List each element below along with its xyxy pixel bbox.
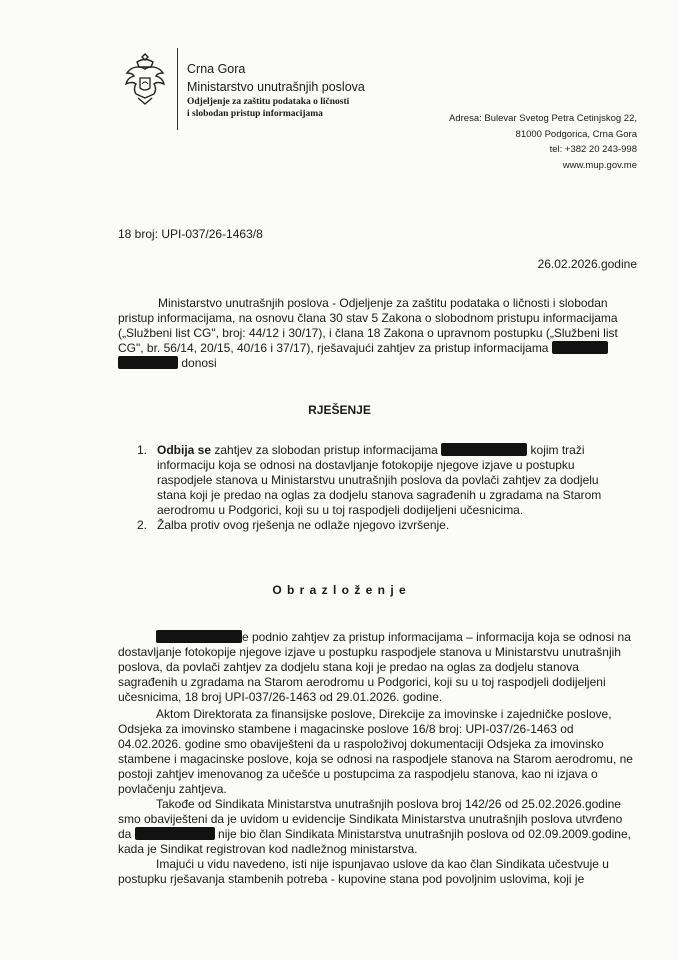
item-line: informaciju koja se odnosi na dostavljanje fotokopije njegove izjave u postupku [157, 458, 575, 472]
ministry-name: Ministarstvo unutrašnjih poslova [187, 80, 365, 94]
paragraph-line: sagrađenih u zgradama na Starom aerodromu u Podgorici, koji su u toj raspodjeli dodijeljeni [118, 675, 606, 689]
intro-line: pristup informacijama, na osnovu člana 30 stav 5 Zakona o slobodnom pristupu informacijama [118, 311, 618, 325]
paragraph-line: Imajući u vidu navedeno, isti nije ispunjavao uslove da kao član Sindikata učestvuje u [156, 857, 609, 871]
redaction [441, 443, 527, 456]
item-line: stana koji je predao na oglas za dodjelu stanova sagrađenih u zgradama na Starom [157, 488, 602, 502]
paragraph-line: 04.02.2026. godine smo obaviješteni da u raspoloživoj dokumentaciji Odsjeka za imovinsko [118, 737, 604, 751]
item-text: kojim traži [530, 443, 585, 457]
department-line-2: i slobodan pristup informacijama [187, 109, 323, 119]
decision-list [137, 443, 637, 533]
item-line: Žalba protiv ovog rješenja ne odlaže njegovo izvršenje. [157, 518, 450, 532]
redaction [156, 630, 242, 643]
paragraph-2 [118, 707, 637, 797]
paragraph-line: Aktom Direktorata za finansijske poslove, Direkcije za imovinske i zajedničke poslove, [156, 707, 612, 721]
item-line: raspodjele stanova u Ministarstvu unutrašnjih poslova da povlači zahtjev za dodjelu [157, 473, 599, 487]
paragraph-line: učesnicima, 18 broj UPI-037/26-1463 od 29.01.2026. godine. [118, 690, 443, 704]
item-line [157, 443, 637, 458]
reasoning-title: O b r a z l o ž e n j e [272, 583, 407, 597]
redaction [552, 341, 608, 354]
reference-number: 18 broj: UPI-037/26-1463/8 [118, 227, 263, 241]
decision-item-1 [137, 443, 637, 518]
paragraph-3 [118, 797, 637, 857]
paragraph-line [118, 827, 637, 842]
document-date: 26.02.2026.godine [537, 257, 637, 271]
item-bold: Odbija se [157, 443, 212, 457]
intro-line [118, 341, 637, 356]
paragraph-text: e podnio zahtjev za pristup informacijama – informacija koja se odnosi na [242, 630, 631, 644]
paragraph-line: Takođe od Sindikata Ministarstva unutrašnjih poslova broj 142/26 od 25.02.2026.godine [156, 797, 621, 811]
address-block [449, 111, 637, 173]
item-number: 2. [137, 518, 148, 532]
header-divider [177, 48, 178, 130]
address-line: 81000 Podgorica, Crna Gora [515, 128, 637, 140]
website-line: www.mup.gov.me [562, 159, 637, 171]
decision-item-2 [137, 518, 637, 533]
paragraph-1 [118, 630, 637, 705]
intro-paragraph [118, 296, 637, 371]
intro-line [118, 356, 637, 371]
intro-end: donosi [181, 356, 217, 370]
address-line: Adresa: Bulevar Svetog Petra Cetinjskog 22, [449, 113, 637, 124]
coat-of-arms-icon [120, 50, 170, 106]
paragraph-line: postoji zahtjev imenovanog za učešće u postupcima za raspodjelu stanova, kao ni izjava o [118, 767, 598, 781]
paragraph-text: nije bio član Sindikata Ministarstva unutrašnjih poslova od 02.09.2009.godine, [218, 827, 631, 841]
reasoning-body [118, 630, 637, 887]
paragraph-line: kada je Sindikat registrovan kod nadležnog ministarstva. [118, 842, 418, 856]
redaction [118, 356, 178, 369]
paragraph-line: poslova, da povlači zahtjev za dodjelu stana koji je predao na oglas za dodjelu stanova [118, 660, 579, 674]
paragraph-line: smo obaviješteni da je uvidom u evidencije Sindikata Ministarstva unutrašnjih poslova utvrđeno [118, 812, 623, 826]
paragraph-line: dostavljanje fotokopije njegove izjave u postupku raspodjele stanova u Ministarstvu unutrašnjih [118, 645, 621, 659]
phone-line: tel: +382 20 243-998 [549, 144, 637, 155]
intro-line: Ministarstvo unutrašnjih poslova - Odjeljenje za zaštitu podataka o ličnosti i slobodan [158, 296, 608, 310]
intro-line: („Službeni list CG", broj: 44/12 i 30/17), i člana 18 Zakona o upravnom postupku („Službeni list [118, 326, 618, 340]
paragraph-line [118, 630, 637, 645]
paragraph-line: stambene i magacinske poslove, koja se odnosi na raspodjele stanova na Starom aerodromu, ne [118, 752, 633, 766]
redaction [135, 827, 215, 840]
intro-text: CG", br. 56/14, 20/15, 40/16 i 37/17), rješavajući zahtjev za pristup informacijama [118, 341, 549, 355]
item-number: 1. [137, 443, 148, 457]
country-name: Crna Gora [187, 62, 246, 76]
department-line-1: Odjeljenje za zaštitu podataka o ličnosti [187, 97, 350, 107]
decision-title: RJEŠENJE [308, 403, 371, 417]
paragraph-4 [118, 857, 637, 887]
item-text: zahtjev za slobodan pristup informacijama [214, 443, 438, 457]
paragraph-line: Odsjeka za imovinsko stambene i magacinske poslove 16/8 broj: UPI-037/26-1463 od [118, 722, 574, 736]
paragraph-line: povlačenju zahtjeva. [118, 782, 227, 796]
paragraph-line: postupku rješavanja stambenih potreba - kupovine stana pod povoljnim uslovima, koji je [118, 872, 585, 886]
paragraph-text: da [118, 827, 132, 841]
item-line: aerodromu u Podgorici, koji su u toj raspodjeli dodijeljeni učesnicima. [157, 503, 524, 517]
